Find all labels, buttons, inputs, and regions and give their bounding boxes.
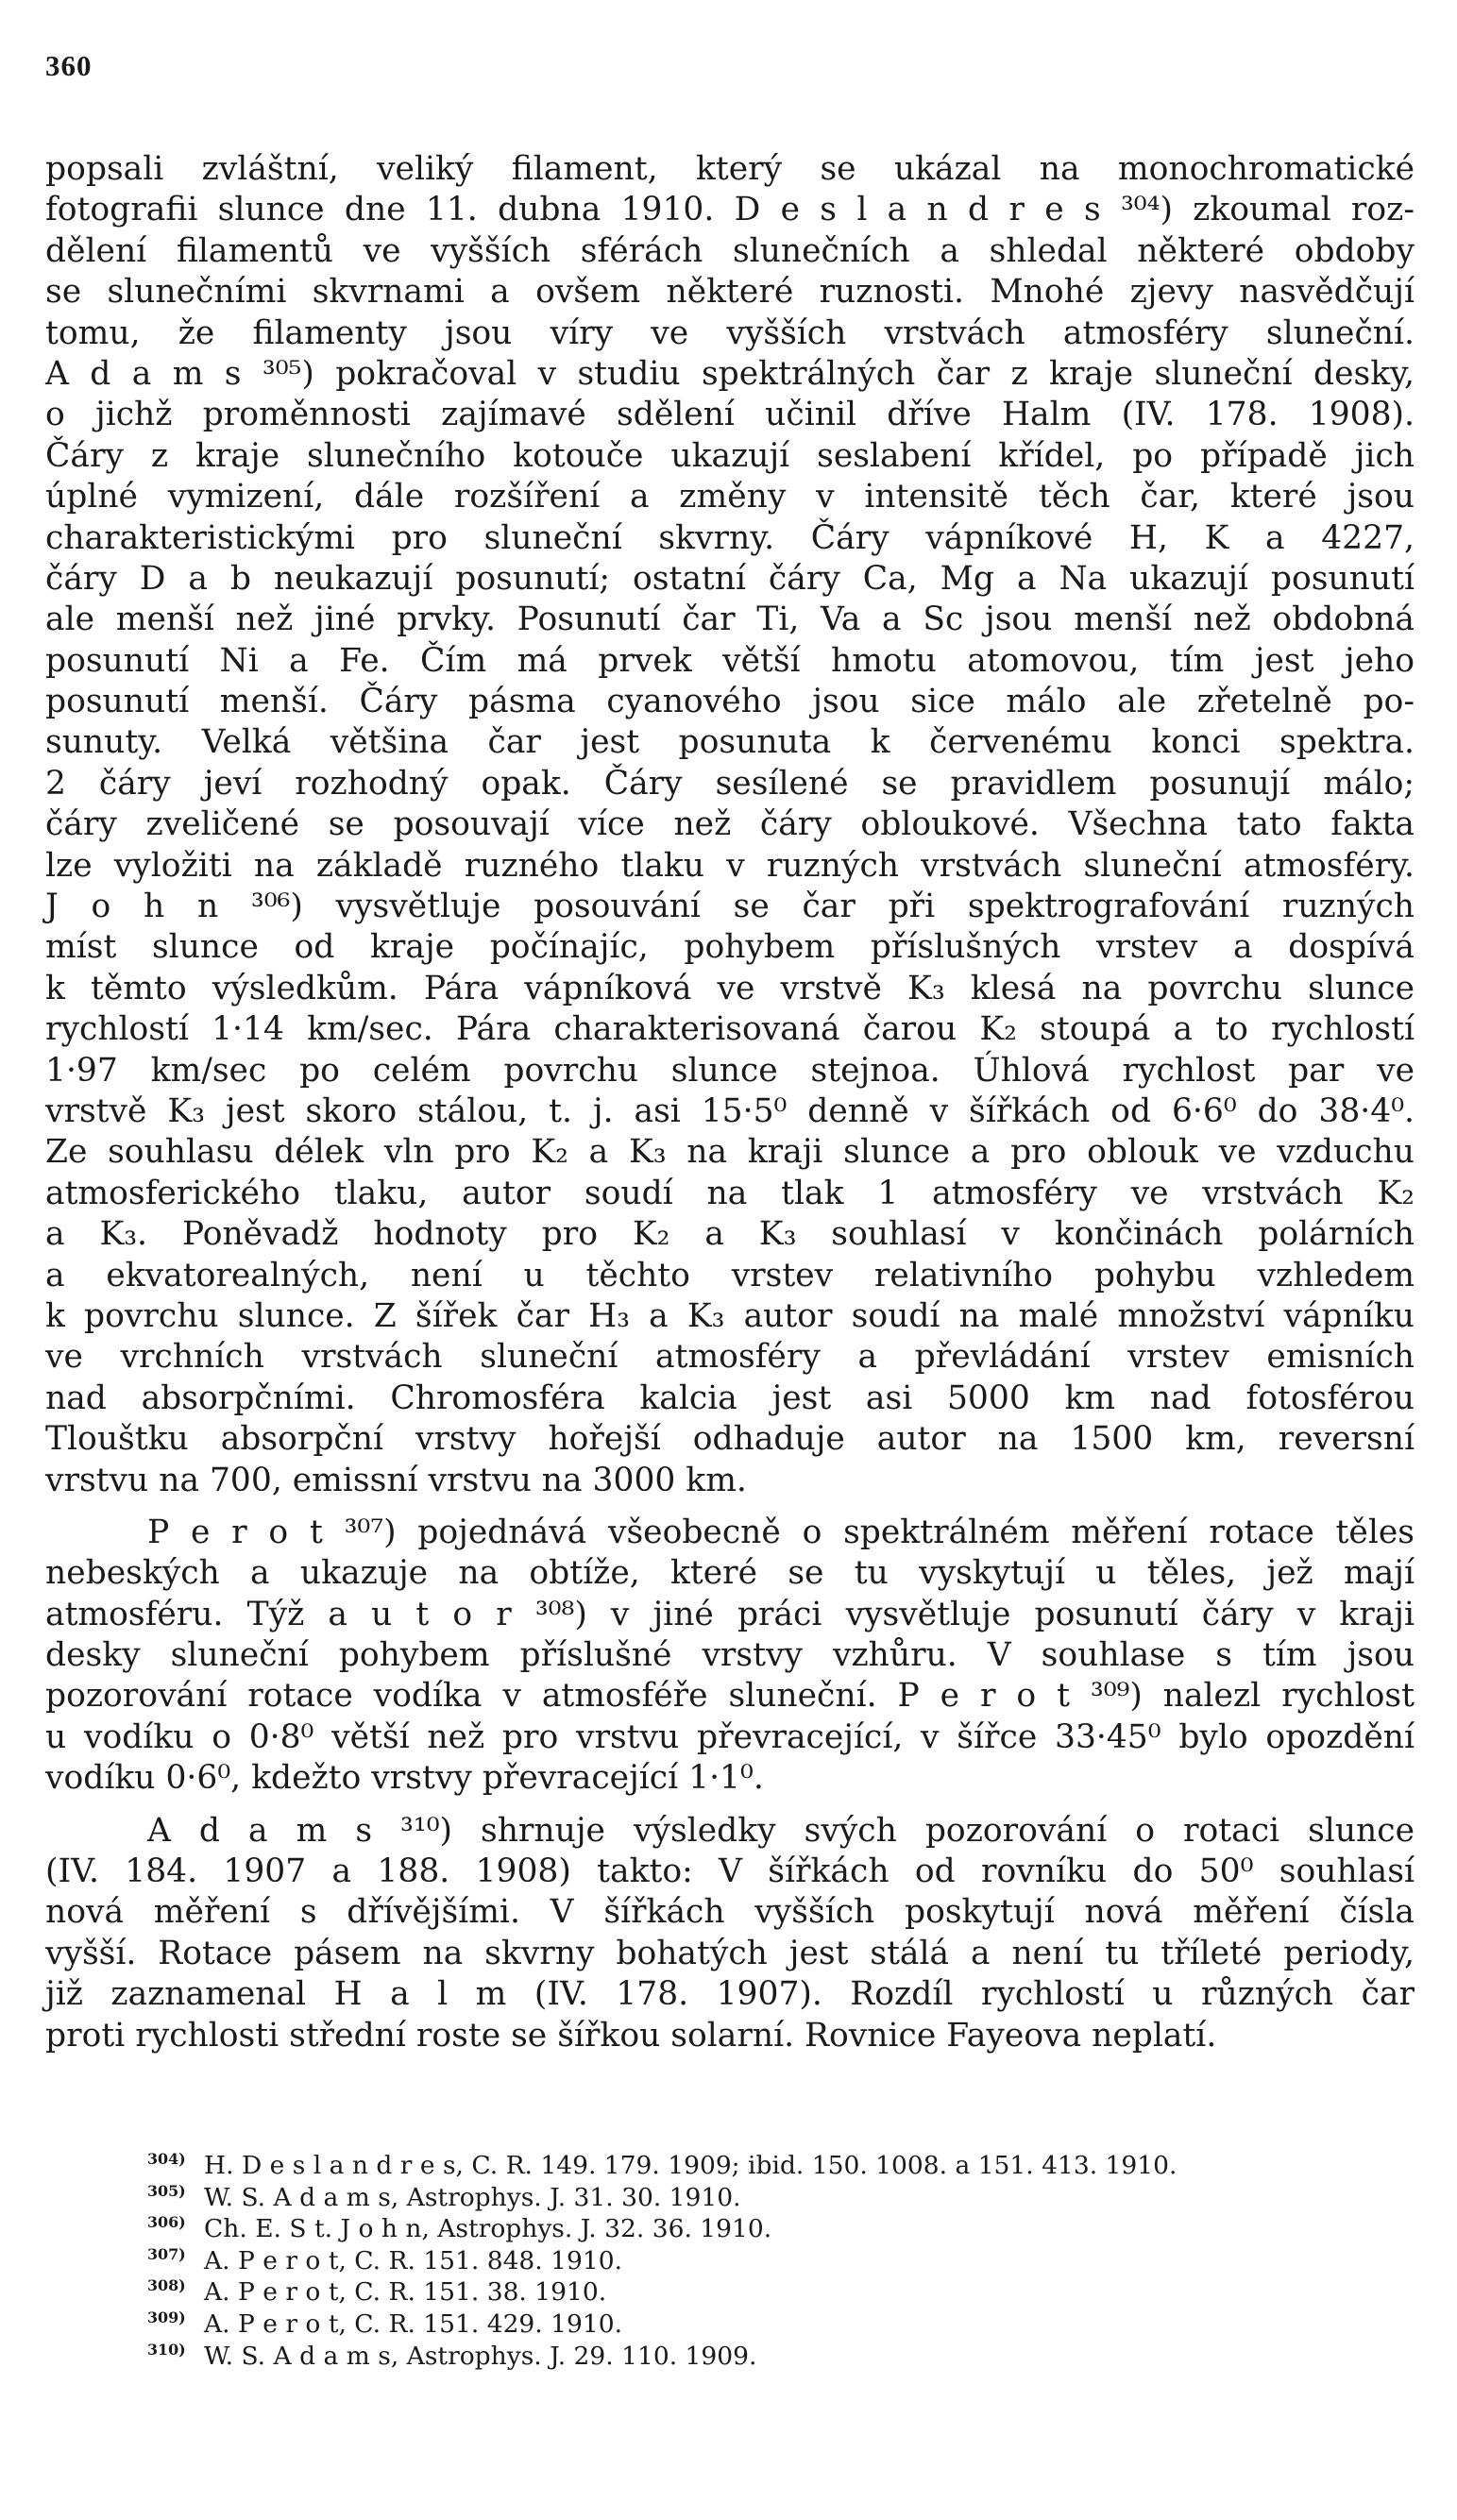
footnote-number: 308) [147, 2276, 186, 2295]
text-line: sunuty. Velká většina čar jest posunuta k červenému konci spektra. [45, 723, 1415, 762]
text-line: lze vyložiti na základě ruzného tlaku v ruzných vrstvách sluneční atmosféry. [45, 846, 1415, 885]
text-line: A d a m s ³⁰⁵) pokračoval v studiu spektrálných čar z kraje sluneční desky, [45, 354, 1415, 393]
footnote [147, 2143, 1375, 2180]
footnote [147, 2270, 1375, 2308]
text-line: nad absorpčními. Chromosféra kalcia jest asi 5000 km nad fotosférou [45, 1378, 1415, 1417]
footnote [147, 2302, 1375, 2339]
text-line: charakteristickými pro sluneční skvrny. Čáry vápníkové H, K a 4227, [45, 518, 1415, 557]
footnote-text: W. S. A d a m s, Astrophys. J. 31. 30. 1910. [204, 2182, 741, 2212]
footnote-text: Ch. E. S t. J o h n, Astrophys. J. 32. 36. 1910. [204, 2214, 772, 2244]
text-line: 2 čáry jeví rozhodný opak. Čáry sesílené se pravidlem posunují málo; [45, 764, 1415, 803]
text-line: o jichž proměnnosti zajímavé sdělení učinil dříve Halm (IV. 178. 1908). [45, 396, 1415, 434]
text-line: Tlouštku absorpční vrstvy hořejší odhaduje autor na 1500 km, reversní [45, 1420, 1415, 1459]
footnote [147, 2207, 1375, 2244]
text-line: vrstvu na 700, emissní vrstvu na 3000 km. [45, 1461, 747, 1499]
text-line: k povrchu slunce. Z šířek čar H₃ a K₃ autor soudí na malé množství vápníku [45, 1296, 1415, 1335]
text-line: atmosferického tlaku, autor soudí na tlak 1 atmosféry ve vrstvách K₂ [45, 1174, 1415, 1212]
text-line: míst slunce od kraje počínajíc, pohybem příslušných vrstev a dospívá [45, 928, 1415, 967]
text-line: u vodíku o 0·8⁰ větší než pro vrstvu převracející, v šířce 33·45⁰ bylo opozdění [45, 1717, 1415, 1756]
footnote-number: 304) [147, 2150, 186, 2168]
text-line: P e r o t ³⁰⁷) pojednává všeobecně o spektrálném měření rotace těles [147, 1513, 1415, 1551]
text-line: atmosféru. Týž a u t o r ³⁰⁸) v jiné práci vysvětluje posunutí čáry v kraji [45, 1595, 1415, 1633]
text-line: posunutí Ni a Fe. Čím má prvek větší hmotu atomovou, tím jest jeho [45, 641, 1415, 680]
text-line: vodíku 0·6⁰, kdežto vrstvy převracející 1·1⁰. [45, 1759, 764, 1798]
text-line: čáry D a b neukazují posunutí; ostatní čáry Ca, Mg a Na ukazují posunutí [45, 559, 1415, 598]
text-line: tomu, že filamenty jsou víry ve vyšších vrstvách atmosféry sluneční. [45, 313, 1415, 352]
footnotes [147, 2143, 1375, 2371]
text-line: Ze souhlasu délek vln pro K₂ a K₃ na kraji slunce a pro oblouk ve vzduchu [45, 1133, 1415, 1172]
body-text [45, 149, 1415, 2056]
text-line: (IV. 184. 1907 a 188. 1908) takto: V šířkách od rovníku do 50⁰ souhlasí [45, 1852, 1415, 1891]
text-line: dělení filamentů ve vyšších sférách slunečních a shledal některé obdoby [45, 231, 1415, 270]
paragraph-2 [45, 1513, 1415, 1811]
text-line: 1·97 km/sec po celém povrchu slunce stejnoa. Úhlová rychlost par ve [45, 1051, 1415, 1090]
text-line: desky sluneční pohybem příslušné vrstvy vzhůru. V souhlase s tím jsou [45, 1636, 1415, 1675]
footnote-text: A. P e r o t, C. R. 151. 38. 1910. [204, 2277, 607, 2308]
footnote-text: H. D e s l a n d r e s, C. R. 149. 179. 1909; ibid. 150. 1008. a 151. 413. 1910. [204, 2150, 1177, 2180]
footnote-number: 310) [147, 2340, 186, 2359]
text-line: proti rychlosti střední roste se šířkou solarní. Rovnice Fayeova neplatí. [45, 2016, 1217, 2055]
text-line: vrstvě K₃ jest skoro stálou, t. j. asi 15·5⁰ denně v šířkách od 6·6⁰ do 38·4⁰. [45, 1091, 1415, 1130]
text-line: ale menší než jiné prvky. Posunutí čar Ti, Va a Sc jsou menší než obdobná [45, 600, 1415, 639]
text-line: popsali zvláštní, veliký filament, který se ukázal na monochromatické [45, 150, 1415, 188]
text-line: čáry zveličené se posouvají více než čáry obloukové. Všechna tato fakta [45, 805, 1415, 844]
paragraph-1 [45, 149, 1415, 1513]
footnote-number: 305) [147, 2181, 186, 2200]
text-line: A d a m s ³¹⁰) shrnuje výsledky svých pozorování o rotaci slunce [147, 1811, 1415, 1850]
text-line: a K₃. Poněvadž hodnoty pro K₂ a K₃ souhlasí v končinách polárních [45, 1215, 1415, 1254]
text-line: fotografii slunce dne 11. dubna 1910. D e s l a n d r e s ³⁰⁴) zkoumal roz- [45, 191, 1415, 229]
text-line: Čáry z kraje slunečního kotouče ukazují seslabení křídel, po případě jich [45, 436, 1415, 475]
footnote-text: A. P e r o t, C. R. 151. 429. 1910. [204, 2309, 623, 2339]
footnote-number: 306) [147, 2213, 186, 2232]
text-line: nová měření s dřívějšími. V šířkách vyšších poskytují nová měření čísla [45, 1893, 1415, 1932]
paragraph-3 [45, 1811, 1415, 2056]
page-number: 360 [45, 49, 93, 82]
text-line: se slunečními skvrnami a ovšem některé ruznosti. Mnohé zjevy nasvědčují [45, 273, 1415, 312]
footnote [147, 2334, 1375, 2371]
footnote-number: 307) [147, 2244, 186, 2263]
text-line: a ekvatorealných, není u těchto vrstev relativního pohybu vzhledem [45, 1256, 1415, 1294]
text-line: úplné vymizení, dále rozšíření a změny v intensitě těch čar, které jsou [45, 478, 1415, 516]
footnote-text: A. P e r o t, C. R. 151. 848. 1910. [204, 2245, 623, 2275]
text-line: k těmto výsledkům. Pára vápníková ve vrstvě K₃ klesá na povrchu slunce [45, 969, 1415, 1007]
footnote-number: 309) [147, 2308, 186, 2326]
text-line: J o h n ³⁰⁶) vysvětluje posouvání se čar při spektrografování ruzných [45, 888, 1415, 926]
text-line: ve vrchních vrstvách sluneční atmosféry a převládání vrstev emisních [45, 1338, 1415, 1377]
text-line: pozorování rotace vodíka v atmosféře sluneční. P e r o t ³⁰⁹) nalezl rychlost [45, 1677, 1415, 1716]
text-line: rychlostí 1·14 km/sec. Pára charakterisovaná čarou K₂ stoupá a to rychlostí [45, 1010, 1415, 1049]
text-line: již zaznamenal H a l m (IV. 178. 1907). Rozdíl rychlostí u různých čar [45, 1975, 1415, 2014]
text-line: nebeských a ukazuje na obtíže, které se tu vyskytují u těles, jež mají [45, 1554, 1415, 1593]
text-line: vyšší. Rotace pásem na skvrny bohatých jest stálá a není tu tříleté periody, [45, 1934, 1415, 1972]
footnote-text: W. S. A d a m s, Astrophys. J. 29. 110. 1909. [204, 2341, 757, 2371]
text-line: posunutí menší. Čáry pásma cyanového jsou sice málo ale zřetelně po- [45, 683, 1415, 721]
